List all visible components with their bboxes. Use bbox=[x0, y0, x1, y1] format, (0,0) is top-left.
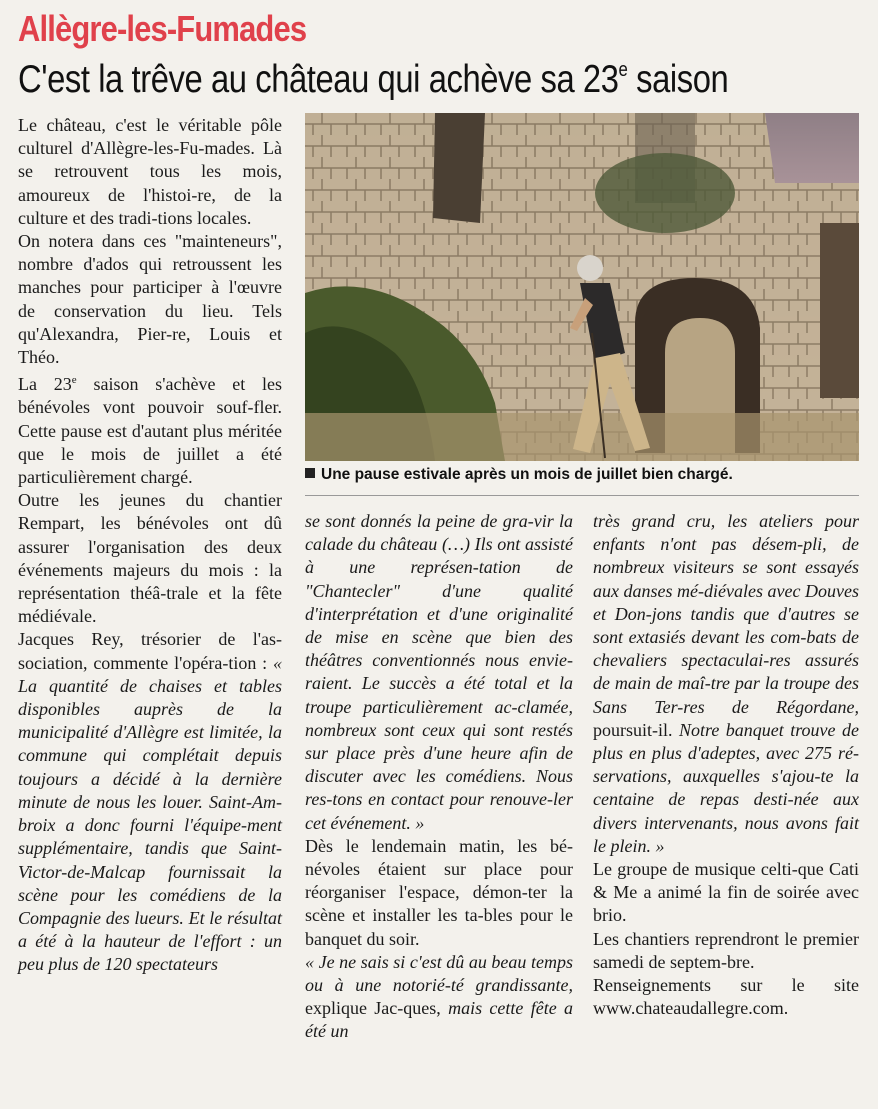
text: poursuit-il. bbox=[593, 719, 679, 740]
column-2 bbox=[305, 510, 573, 1044]
headline-text: C'est la trêve au château qui achève sa 23 bbox=[18, 58, 619, 101]
quote-paragraph: se sont donnés la peine de gra-vir la calade du château (…) Ils ont assisté à une représen-tation de "Chantecler" d'une qualité d'interprétation et d'une originalité de mise en scène que bien des théâtres conventionnés nous envie-raient. Le succès a été total et la troupe particulièrement ac-clamée, nombreux sont ceux qui sont restés sur place près d'une heure afin de discuter avec les comédiens. Nous res-tons en contact pour renouve-ler cet événement. » bbox=[305, 511, 573, 833]
text: explique Jac-ques, bbox=[305, 998, 449, 1019]
caption-text: Une pause estivale après un mois de juillet bien chargé. bbox=[321, 466, 733, 483]
photo-caption bbox=[305, 466, 859, 484]
quote-text: très grand cru, les ateliers pour enfants n'ont pas désem-pli, de nombreux visiteurs se sont essayés aux danses mé-diévales avec Douves et Don-jons tandis que d'autres se sont extasiés devant les com-bats de chevaliers spectaculai-res assurés de main de maî-tre par la troupe des Sans Ter-res de Régordane, bbox=[593, 511, 859, 717]
caption-bullet bbox=[305, 468, 315, 478]
quote-text: « Je ne sais si c'est dû au beau temps ou à une notorié-té grandissante, bbox=[305, 951, 573, 996]
paragraph bbox=[305, 951, 573, 1044]
paragraph: Dès le lendemain matin, les bé-névoles étaient sur place pour réorganiser l'espace, démon-ter la scène et installer les ta-bles pour le banquet du soir. bbox=[305, 835, 573, 949]
paragraph: On notera dans ces "mainteneurs", nombre d'ados qui retroussent les manches pour participer à l'œuvre de conservation du lieu. Tels qu'Alexandra, Pier-re, Louis et Théo. bbox=[18, 231, 282, 368]
article-headline bbox=[18, 58, 728, 102]
ordinal-superscript: e bbox=[71, 374, 77, 387]
paragraph: Outre les jeunes du chantier Rempart, les bénévoles ont dû assurer l'organisation des deux événements majeurs du mois : la représentation théâ-trale et la fête médiévale. bbox=[18, 490, 282, 627]
column-3 bbox=[593, 510, 859, 1020]
paragraph bbox=[18, 628, 282, 976]
column-1 bbox=[18, 114, 282, 977]
castle-ruins-image bbox=[305, 113, 859, 461]
paragraph: Les chantiers reprendront le premier samedi de septem-bre. bbox=[593, 928, 859, 972]
castle-photo bbox=[305, 113, 859, 461]
text: La 23 bbox=[18, 374, 72, 395]
caption-divider bbox=[305, 495, 859, 496]
quote-text: mais cette fête a été un bbox=[305, 998, 573, 1042]
article-kicker: Allègre-les-Fumades bbox=[18, 8, 307, 49]
paragraph bbox=[593, 510, 859, 858]
paragraph: Le château, c'est le véritable pôle culturel d'Allègre-les-Fu-mades. Là se retrouvent tous les mois, amoureux de l'histoi-re, de la culture et des tradi-tions locales. bbox=[18, 115, 282, 228]
headline-text-end: saison bbox=[627, 58, 729, 101]
headline-superscript: e bbox=[618, 59, 628, 81]
paragraph: Renseignements sur le site www.chateaudallegre.com. bbox=[593, 975, 859, 1019]
text: saison s'achève et les bénévoles vont pouvoir souf-fler. Cette pause est d'autant plus méritée que le mois de juillet a été particulièrement chargé. bbox=[18, 374, 282, 488]
quote-text: Notre banquet trouve de plus en plus d'adeptes, avec 275 ré-servations, auxquelles s'ajou-te la centaine de repas desti-née aux divers intervenants, nous avons fait le plein. » bbox=[593, 719, 859, 856]
quote-text: « La quantité de chaises et tables disponibles auprès de la municipalité d'Allègre est limitée, la commune qui complétait depuis toujours a décidé à la dernière minute de nous les louer. Saint-Am-broix a donc fourni l'équipe-ment supplémentaire, tandis que Saint-Victor-de-Malcap fournissait la scène pour les comédiens de la Compagnie des lueurs. Et le résultat a été à la hauteur de l'effort : un peu plus de 120 spectateurs bbox=[18, 652, 282, 975]
text: Jacques Rey, trésorier de l'as-sociation, commente l'opéra-tion : bbox=[18, 629, 282, 673]
paragraph bbox=[18, 369, 282, 489]
paragraph: Le groupe de musique celti-que Cati & Me a animé la fin de soirée avec brio. bbox=[593, 859, 859, 926]
